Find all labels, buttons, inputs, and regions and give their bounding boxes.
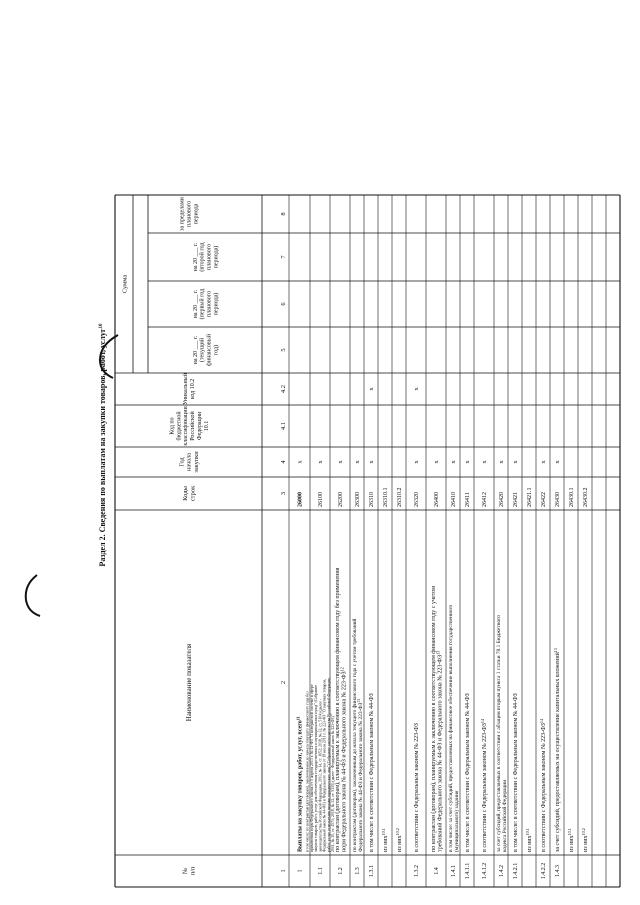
header-year2: планового bbox=[206, 290, 213, 318]
column-number: 7 bbox=[280, 255, 287, 259]
row-name-text: применения норм Федерального закона от 5 апреля 2013 г. № 44-ФЗ "О контрактной системе в сфере bbox=[309, 684, 314, 852]
header-name: Наименование показателя bbox=[184, 643, 193, 722]
row-number: 1.2 bbox=[338, 867, 344, 875]
row-code: 26421 bbox=[513, 492, 519, 507]
row-code: 26320 bbox=[414, 492, 420, 507]
column-number: 8 bbox=[280, 212, 287, 216]
row-name-text: из них$^{10.1}$ bbox=[525, 828, 534, 852]
header-year4: периода bbox=[193, 203, 200, 225]
row-code: 26200 bbox=[338, 492, 344, 507]
header-year3: планового bbox=[206, 243, 213, 271]
header-year3: (второй год bbox=[199, 242, 206, 272]
row-number: 1.4.2.1 bbox=[513, 862, 519, 880]
column-number: 4 bbox=[280, 460, 287, 464]
row-name-text: в том числе: за счет субсидий, предоставляемых на финансовое обеспечение выполнения государственного bbox=[447, 604, 454, 852]
row-name-text: из них$^{10.1}$ bbox=[567, 828, 576, 852]
row-name-text: в соответствии с Федеральным законом № 223-ФЗ$^{14}$ bbox=[480, 718, 489, 852]
row-year-mark: x bbox=[368, 460, 375, 464]
header-unique-code: Уникальный bbox=[183, 373, 190, 405]
row-name-text: в соответствии с Федеральным законом № 223-ФЗ$^{14}$ bbox=[539, 718, 548, 852]
row-code: 26422 bbox=[541, 492, 547, 507]
header-budget-code: Код по bbox=[169, 417, 176, 435]
row-code: 26300 bbox=[355, 492, 361, 507]
header-year2: на 20 ___ г. bbox=[192, 289, 199, 319]
row-number: 1.3.1 bbox=[369, 865, 375, 877]
row-name-text: из них$^{10.2}$ bbox=[581, 828, 590, 852]
header-year3: периода) bbox=[213, 245, 220, 269]
row-number: 1.4.2.2 bbox=[541, 862, 547, 880]
row-year-mark: x bbox=[317, 460, 324, 464]
row-number: 1.4.1.1 bbox=[465, 862, 471, 880]
row-name-text: Федеральный закон № 44-ФЗ) и Федерального закона от 18 июля 2011 г. № 223-ФЗ "О закупках товаров, bbox=[322, 678, 327, 852]
row-number: 1.4 bbox=[434, 867, 440, 875]
header-no: № bbox=[182, 867, 190, 875]
row-number: 1.4.1 bbox=[451, 865, 457, 877]
row-number: 1.3.2 bbox=[414, 865, 420, 877]
section-title: Раздел 2. Сведения по выплатам на закупки товаров, работ, услуг$^{10}$ bbox=[98, 323, 107, 567]
row-name-text: Федерального закона № 44-ФЗ и Федерального закона № 223-ФЗ$^{13}$ bbox=[356, 698, 364, 852]
row-code: 26400 bbox=[434, 492, 440, 507]
row-year-mark: x bbox=[413, 460, 420, 464]
row-name-text: (муниципального) задания bbox=[453, 790, 460, 852]
row-code: 26421.1 bbox=[527, 487, 533, 507]
row-number: 1 bbox=[297, 869, 304, 873]
row-code: 26430 bbox=[555, 492, 561, 507]
column-number: 3 bbox=[280, 491, 287, 496]
header-budget-code: 10.1 bbox=[203, 420, 210, 432]
row-name-text: из них$^{10.2}$ bbox=[395, 828, 404, 852]
row-number: 1.4.2 bbox=[499, 865, 505, 877]
row-year-mark: x bbox=[433, 460, 440, 464]
header-budget-code: бюджетной bbox=[176, 411, 183, 441]
row-year-mark: x bbox=[354, 460, 361, 464]
row-name-text: из них$^{10.1}$ bbox=[381, 828, 390, 852]
row-year-mark: x bbox=[337, 460, 344, 464]
row-code: 26310 bbox=[369, 492, 375, 507]
header-year4: планового bbox=[186, 200, 193, 228]
row-code: 26430.2 bbox=[583, 487, 589, 507]
row-name-text: по контрактам (договорам), планируемым к заключению в соответствующем финансовом году с учетом bbox=[430, 586, 437, 852]
row-code: 26310.2 bbox=[397, 487, 403, 507]
header-code: Коды bbox=[182, 486, 190, 501]
row-year-mark: x bbox=[464, 460, 471, 464]
row-year-mark: x bbox=[296, 460, 304, 464]
row-year-mark: x bbox=[481, 460, 488, 464]
row-unique-mark: x bbox=[413, 387, 420, 391]
column-number: 5 bbox=[280, 348, 287, 352]
row-name-text: за счет субсидий, предоставляемых на осуществление капитальных вложений$^{15}$ bbox=[553, 648, 562, 852]
row-name-text: закупок товаров, работ, услуг для обеспечения государственных и муниципальных нужд" (Собрание bbox=[314, 685, 319, 852]
row-number: 1.4.3 bbox=[555, 865, 561, 877]
row-code: 26100 bbox=[318, 492, 324, 507]
row-year-mark: x bbox=[498, 460, 505, 464]
header-year1: финансовый bbox=[206, 334, 213, 366]
header-year1: на 20 ___ г. bbox=[192, 335, 199, 365]
row-name-text: в том числе: в соответствии с Федеральным законом № 44-ФЗ bbox=[513, 693, 520, 852]
header-year: начала bbox=[185, 453, 193, 471]
column-number: 4.1 bbox=[280, 421, 287, 431]
row-name-text: норм Федерального закона № 44-ФЗ и Федерального закона № 223-ФЗ$^{12}$ bbox=[339, 667, 348, 852]
row-code: 26411 bbox=[465, 492, 471, 507]
row-code: 26412 bbox=[482, 492, 488, 507]
header-year: закупки bbox=[192, 451, 200, 473]
row-code: 26430.1 bbox=[569, 487, 575, 507]
header-year1: (текущий bbox=[199, 337, 206, 363]
row-year-mark: x bbox=[512, 460, 519, 464]
row-year-mark: x bbox=[540, 460, 547, 464]
header-sum: Сумма bbox=[121, 274, 129, 294]
row-number: 1.3 bbox=[355, 867, 361, 875]
row-name-text: за счет субсидий, предоставляемых в соответствии с абзацем вторым пункта 1 статьи 78.1 Бюджетного bbox=[495, 615, 502, 852]
header-year4: за пределами bbox=[179, 197, 186, 231]
header-year2: (первый год bbox=[199, 288, 206, 320]
row-code: 26410 bbox=[451, 492, 457, 507]
column-number: 6 bbox=[280, 302, 287, 306]
header-year2: периода) bbox=[213, 292, 220, 316]
header-year: Год bbox=[178, 457, 186, 467]
row-year-mark: x bbox=[554, 460, 561, 464]
row-name-text: в том числе: в соответствии с Федеральным законом № 44-ФЗ bbox=[369, 693, 376, 852]
row-name-text: по контрактам (договорам), планируемым к заключению в соответствующем финансовом году без применения bbox=[334, 567, 341, 852]
column-number: 1 bbox=[280, 869, 287, 873]
row-number: 1.4.1.2 bbox=[482, 862, 488, 880]
header-code: строк bbox=[189, 485, 197, 502]
row-name-text: по контрактам (договорам), заключенным до начала текущего финансового года с учетом требований bbox=[351, 618, 358, 852]
header-budget-code: Федерации bbox=[196, 411, 203, 441]
row-name-text: в соответствии с Федеральным законом № 223-ФЗ bbox=[414, 723, 421, 852]
header-budget-code: Российской bbox=[190, 411, 197, 441]
row-unique-mark: x bbox=[368, 387, 375, 391]
row-name-text: Выплаты на закупку товаров, работ, услуг, всего$^{11}$ bbox=[295, 716, 304, 852]
row-name-text: кодекса Российской Федерации bbox=[501, 779, 508, 852]
header-budget-code: классификации bbox=[183, 406, 190, 446]
header-year1: год) bbox=[213, 344, 220, 356]
column-number: 4.2 bbox=[280, 384, 287, 394]
row-name-text: требований Федерального закона № 44-ФЗ и Федерального закона № 223-ФЗ$^{13}$ bbox=[435, 650, 444, 852]
row-name-text: законодательства Российской Федерации, 2013, № 14, ст. 1652; 2018, № 32, ст. 5104) (далее - bbox=[318, 698, 323, 852]
row-code: 26000 bbox=[297, 492, 304, 507]
row-year-mark: x bbox=[450, 460, 457, 464]
header-year3: на 20 ___ г. bbox=[192, 242, 199, 272]
row-name-text: в том числе: по контрактам (договорам), заключенным до начала текущего финансового года без bbox=[305, 691, 310, 852]
header-no: п/п bbox=[189, 866, 197, 876]
row-name-text: работ, услуг отдельными видами юридических лиц" (Собрание законодательства Российской Федерации, bbox=[326, 677, 331, 852]
row-code: 26420 bbox=[499, 492, 505, 507]
row-name-text: в том числе: в соответствии с Федеральным законом № 44-ФЗ bbox=[465, 693, 472, 852]
row-number: 1.1 bbox=[318, 867, 324, 875]
row-name-text: 2011, № 30, ст. 4571; 2018, № 32, ст. 5135) (далее - Федеральный закон № 223-ФЗ)$^{12}$ bbox=[330, 713, 336, 852]
row-code: 26310.1 bbox=[383, 487, 389, 507]
column-number: 2 bbox=[280, 680, 287, 685]
header-unique-code: код 10.2 bbox=[190, 378, 197, 400]
